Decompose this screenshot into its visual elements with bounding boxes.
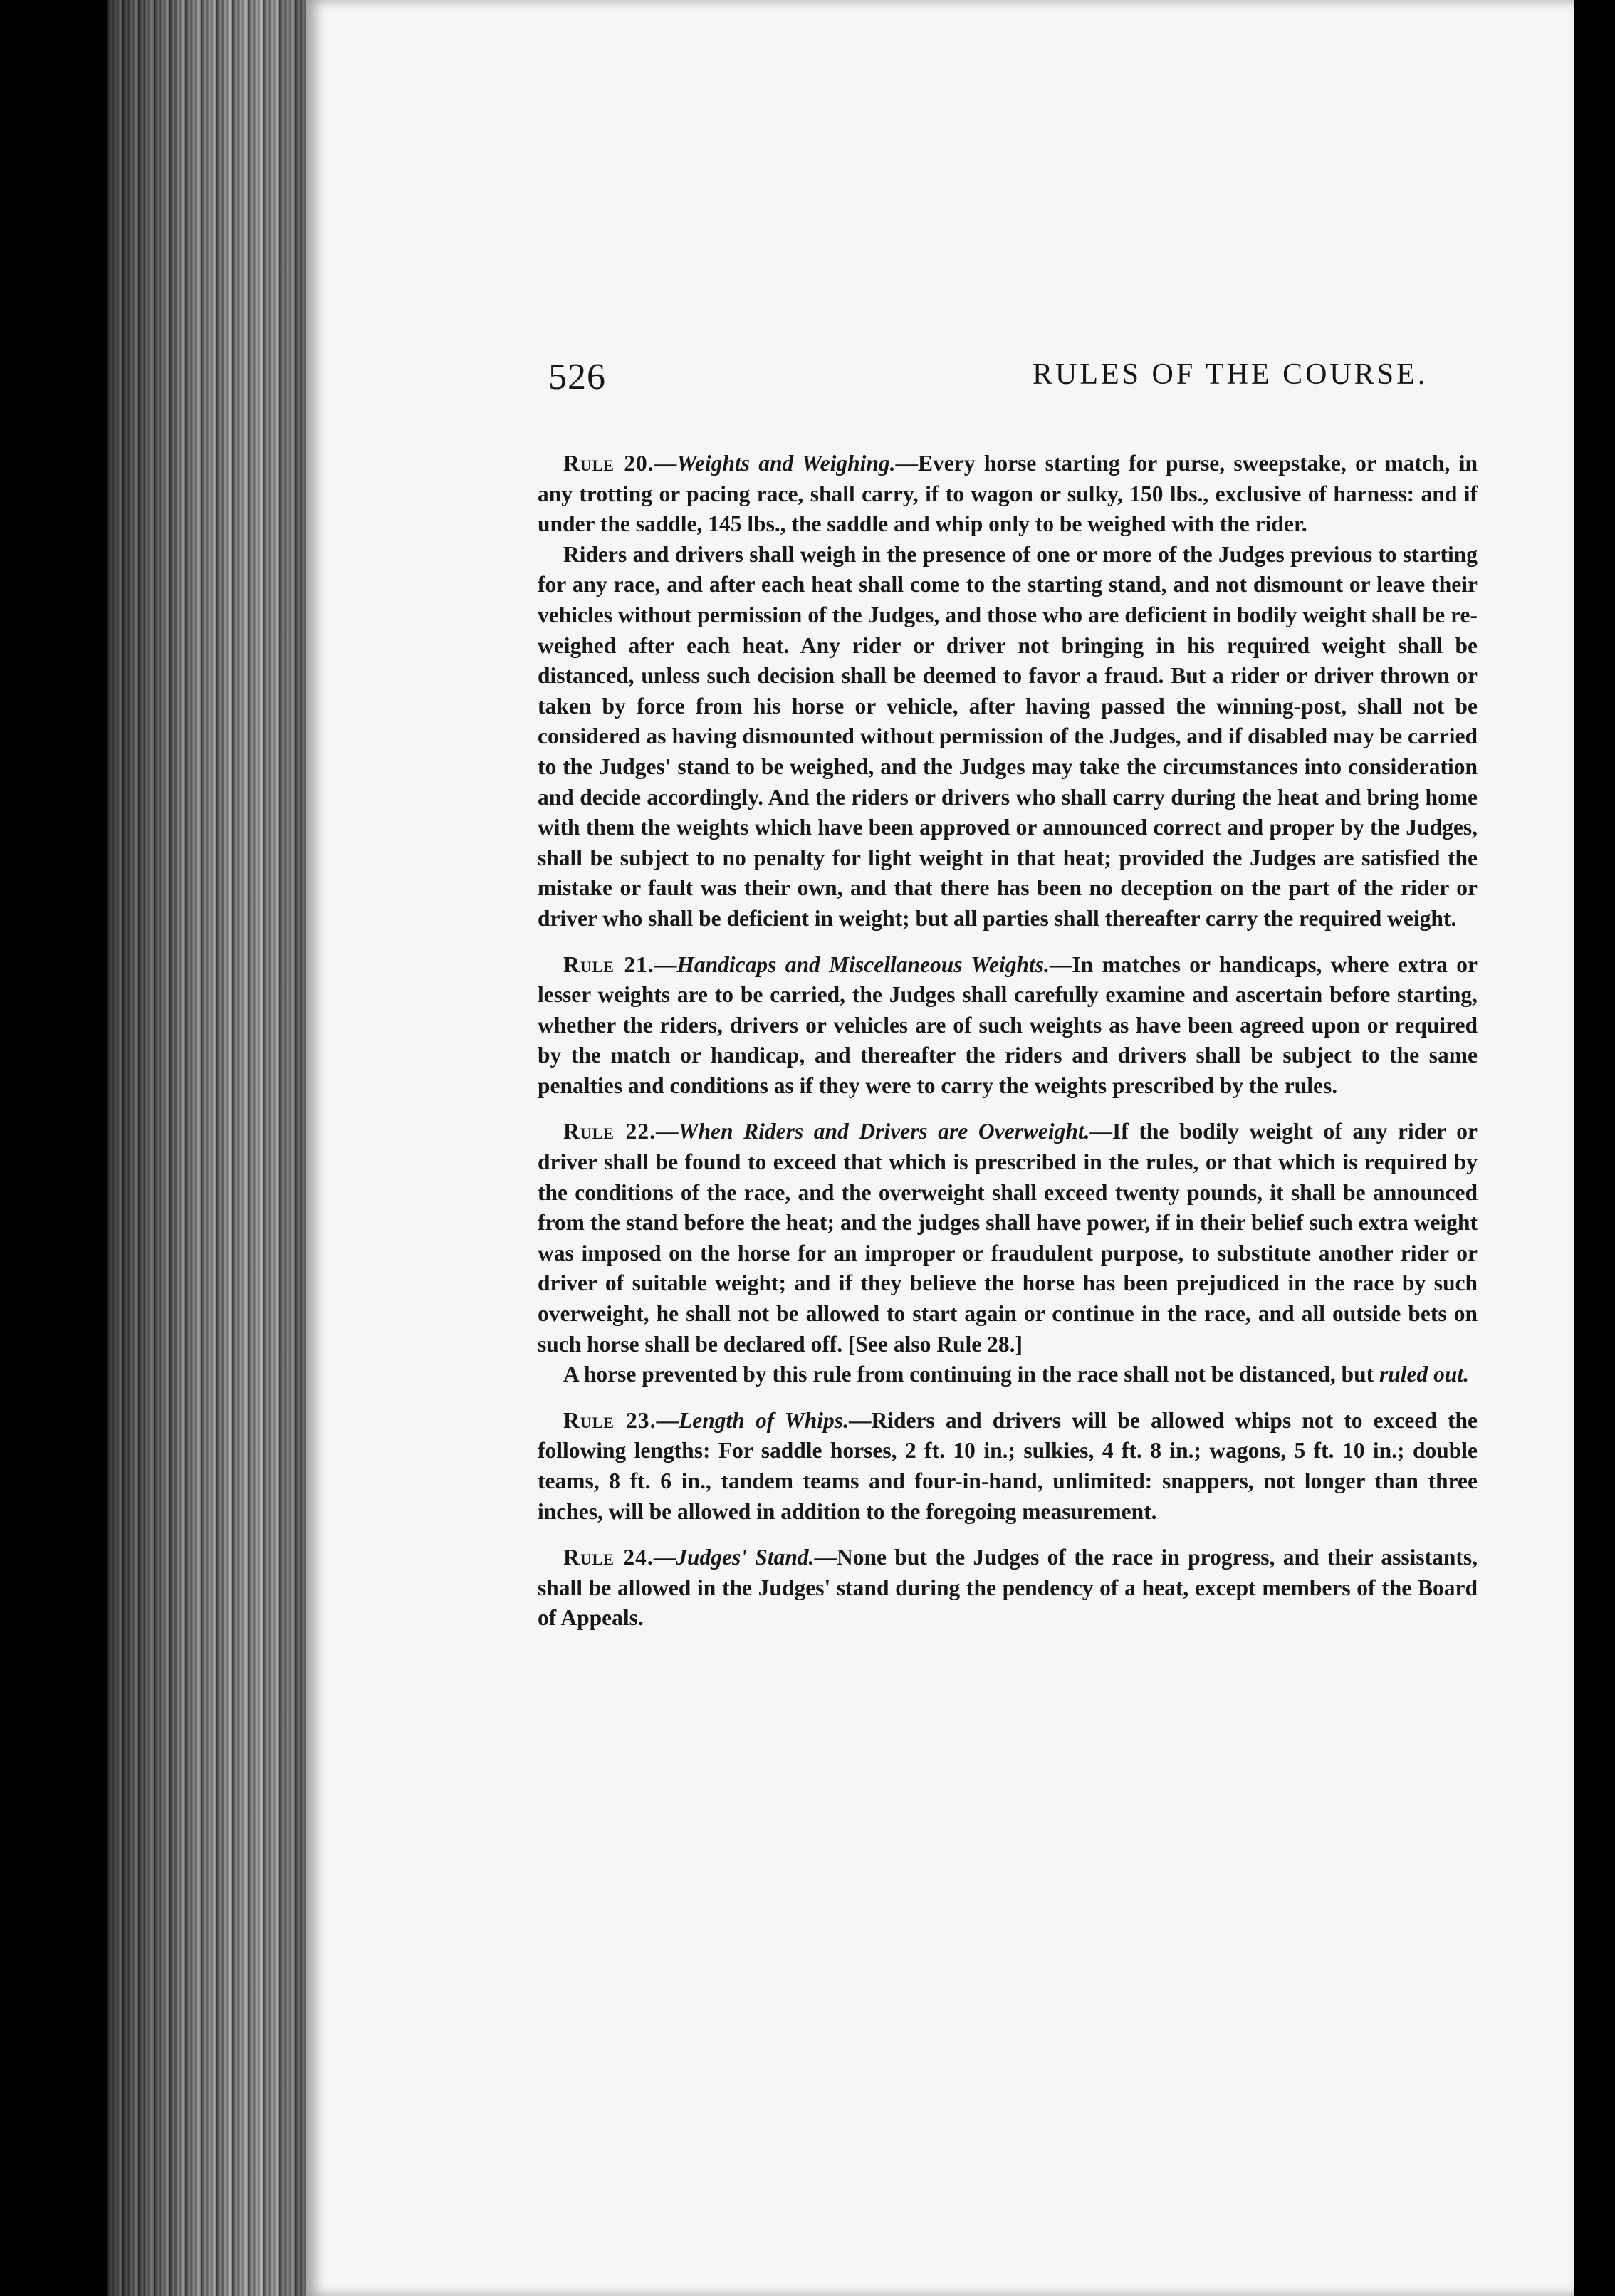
book-page-edges xyxy=(107,0,306,2296)
rule-text: A horse prevented by this rule from continuing in the race shall not be distanced, but xyxy=(563,1362,1374,1387)
rule-title: Judges' Stand. xyxy=(676,1545,815,1570)
rule-text: In matches or handicaps, where extra or lesser weights are to be carried, the Judges shall carefully examine and ascertain before starting, whether the riders, drivers or vehicles are of such weights as have been agreed upon or required by the match or handicap, and thereafter the riders and drivers shall be subject to the same penalties and conditions as if they were to carry the weights prescribed by the rules. xyxy=(538,951,1478,1098)
running-head-area xyxy=(242,356,1474,442)
rule-label: Rule 22. xyxy=(563,1119,656,1144)
rule-23 xyxy=(538,1406,1478,1527)
rule-21 xyxy=(538,950,1478,1102)
rule-title: Weights and Weighing. xyxy=(676,451,896,476)
rule-24 xyxy=(538,1543,1478,1634)
rule-title: Length of Whips. xyxy=(679,1407,849,1433)
rule-label: Rule 23. xyxy=(563,1407,657,1433)
rule-title: Handicaps and Miscellaneous Weights. xyxy=(676,951,1050,977)
facing-page-edge xyxy=(1574,0,1615,2296)
rule-paragraph: Rule 22.—When Riders and Drivers are Overweight.—If the bodily weight of any rider or driver shall be found to exceed that which is prescribed in the rules, or that which is required by the conditions of the race, and the overweight shall exceed twenty pounds, it shall be announced from the stand before the heat; and the judges shall have power, if in their belief such extra weight was imposed on the horse for an improper or fraudulent purpose, to substitute another rider or driver of suitable weight; and if they believe the horse has been prejudiced in the race by such overweight, he shall not be allowed to start again or continue in the race, and all outside bets on such horse shall be declared off. [See also Rule 28.] xyxy=(538,1119,1478,1357)
rule-title: When Riders and Drivers are Overweight. xyxy=(678,1119,1090,1144)
page-number: 526 xyxy=(548,357,606,397)
rule-paragraph: Rule 20.—Weights and Weighing.—Every horse starting for purse, sweepstake, or match, in any trotting or pacing race, shall carry, if to wagon or sulky, 150 lbs., exclusive of harness: and if under the saddle, 145 lbs., the saddle and whip only to be weighed with the rider. xyxy=(538,451,1478,537)
ruled-out-phrase: ruled out. xyxy=(1379,1362,1470,1387)
rule-text: Every horse starting for purse, sweepstake, or match, in any trotting or pacing race, shall carry, if to wagon or sulky, 150 lbs., exclusive of harness: and if under the saddle, 145 lbs., the saddle and whip only to be weighed with the rider. xyxy=(538,451,1478,537)
running-head xyxy=(242,356,1474,413)
rule-text: Riders and drivers will be allowed whips not to exceed the following lengths: For saddle horses, 2 ft. 10 in.; sulkies, 4 ft. 8 in.; wagons, 5 ft. 10 in.; double teams, 8 ft. 6 in., tandem teams and four-in-hand, unlimited: snappers, not longer than three inches, will be allowed in addition to the foregoing measurement. xyxy=(538,1407,1478,1524)
rule-paragraph: Rule 23.—Length of Whips.—Riders and drivers will be allowed whips not to exceed the following lengths: For saddle horses, 2 ft. 10 in.; sulkies, 4 ft. 8 in.; wagons, 5 ft. 10 in.; double teams, 8 ft. 6 in., tandem teams and four-in-hand, unlimited: snappers, not longer than three inches, will be allowed in addition to the foregoing measurement. xyxy=(538,1407,1478,1524)
rule-label: Rule 21. xyxy=(563,951,654,977)
rule-paragraph: Rule 24.—Judges' Stand.—None but the Judges of the race in progress, and their assistants, shall be allowed in the Judges' stand during the pendency of a heat, except members of the Board of Appeals. xyxy=(538,1545,1478,1631)
body-text xyxy=(538,449,1478,1634)
rule-paragraph: Rule 21.—Handicaps and Miscellaneous Weights.—In matches or handicaps, where extra or lesser weights are to be carried, the Judges shall carefully examine and ascertain before starting, whether the riders, drivers or vehicles are of such weights as have been agreed upon or required by the match or handicap, and thereafter the riders and drivers shall be subject to the same penalties and conditions as if they were to carry the weights prescribed by the rules. xyxy=(538,951,1478,1098)
rule-label: Rule 24. xyxy=(563,1545,654,1570)
rule-paragraph xyxy=(538,1360,1478,1390)
rule-paragraph: Riders and drivers shall weigh in the presence of one or more of the Judges previous to starting for any race, and after each heat shall come to the starting stand, and not dismount or leave their vehicles without permission of the Judges, and those who are deficient in bodily weight shall be re-weighed after each heat. Any rider or driver not bringing in his required weight shall be distanced, unless such decision shall be deemed to favor a fraud. But a rider or driver thrown or taken by force from his horse or vehicle, after having passed the winning-post, shall not be considered as having dismounted without permission of the Judges, and if disabled may be carried to the Judges' stand to be weighed, and the Judges may take the circumstances into consideration and decide accordingly. And the riders or drivers who shall carry during the heat and bring home with them the weights which have been approved or announced correct and proper by the Judges, shall be subject to no penalty for light weight in that heat; provided the Judges are satisfied the mistake or fault was their own, and that there has been no deception on the part of the rider or driver who shall be deficient in weight; but all parties shall thereafter carry the required weight. xyxy=(538,541,1478,931)
rule-text: If the bodily weight of any rider or driver shall be found to exceed that which is prescribed in the rules, or that which is required by the conditions of the race, and the overweight shall exceed twenty pounds, it shall be announced from the stand before the heat; and the judges shall have power, if in their belief such extra weight was imposed on the horse for an improper or fraudulent purpose, to substitute another rider or driver of suitable weight; and if they believe the horse has been prejudiced in the race by such overweight, he shall not be allowed to start again or continue in the race, and all outside bets on such horse shall be declared off. [See also Rule 28.] xyxy=(538,1119,1478,1357)
rule-text: None but the Judges of the race in progress, and their assistants, shall be allowed in the Judges' stand during the pendency of a heat, except members of the Board of Appeals. xyxy=(538,1545,1478,1631)
rule-label: Rule 20. xyxy=(563,451,654,476)
rule-22 xyxy=(538,1117,1478,1389)
page-title: RULES OF THE COURSE. xyxy=(1033,358,1428,391)
rule-20 xyxy=(538,449,1478,934)
